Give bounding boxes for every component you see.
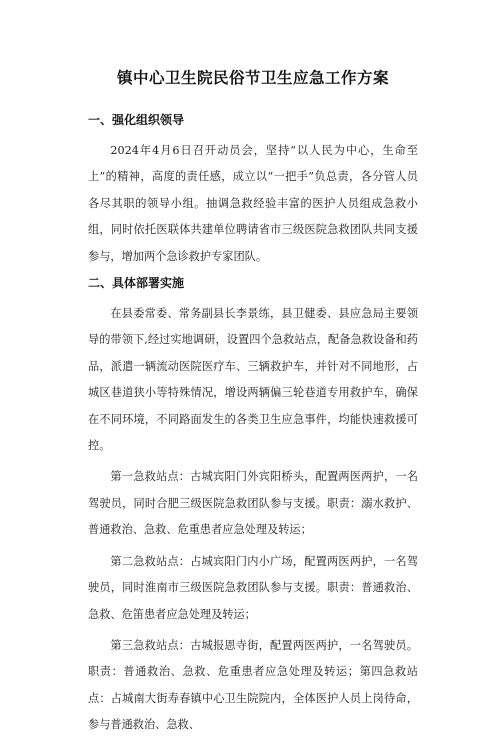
document-title: 镇中心卫生院民俗节卫生应急工作方案 [116, 69, 389, 87]
section-heading: 二、具体部署实施 [88, 276, 185, 291]
paragraph: 第一急救站点：古城宾阳门外宾阳桥头，配置两医两护，一名驾驶员，同时合肥三级医院急救团队参与支援。职责：溺水救护、普通救治、急救、危重患者应急处理及转运； [88, 470, 418, 537]
section-deployment [88, 275, 418, 739]
paragraph: 第二急救站点：占城宾阳门内小广场，配置两医两护，一名驾驶员，同时淮南市三级医院急救团队参与支援。职责：普通救治、急救、危笛患者应急处理及转运； [88, 554, 418, 621]
section-organization [88, 112, 418, 270]
paragraph: 第三急救站点：古城报恩寺街，配置两医两护，一名驾驶员。职责：普通救治、急救、危重患者应急处理及转运；第四急救站点：占城南大街寿春镇中心卫生院院内，全体医护人员上岗待命，参与普通救治、急救、 [88, 638, 418, 732]
paragraph: 在县委常委、常务副县长李景练，县卫健委、县应急局主要领导的带领下,经过实地调研，设置四个急救站点，配备急救设备和药品，派遣一辆流动医院医疗车、三辆救护车，并针对不同地形，占城区巷道狭小等特殊情况，增设两辆偏三轮巷道专用救护车，确保在不同环境，不同路面发生的各类卫生应急事件，均能快速救援可控。 [88, 307, 418, 453]
paragraph: 2024年4月6日召开动员会，坚持“以人民为中心，生命至上”的精神，高度的责任感，成立以“一把手”负总责，各分管人员各尽其职的领导小组。抽调急救经验丰富的医护人员组成急救小组，同时依托医联体共建单位聘请省市三级医院急救团队共同支援参与，增加两个急诊救护专家团队。 [88, 144, 418, 263]
section-heading: 一、强化组织领导 [88, 113, 185, 127]
